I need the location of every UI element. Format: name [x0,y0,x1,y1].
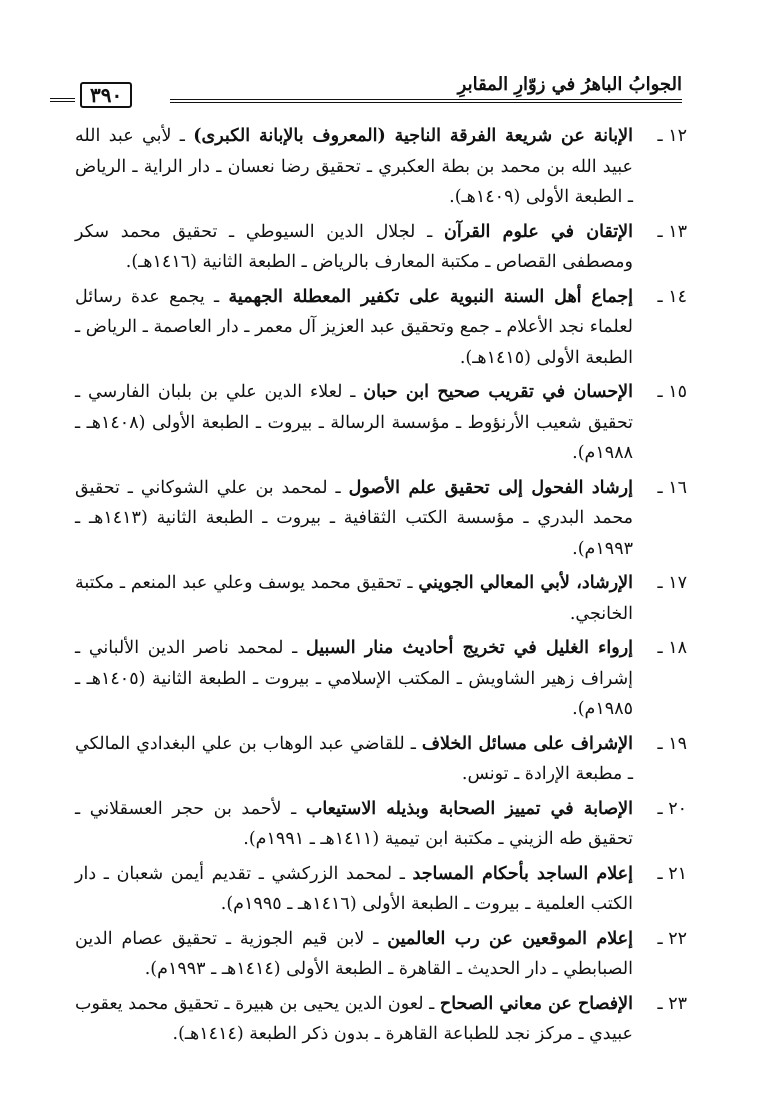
header-rule [170,99,682,103]
header-rule-left [50,98,75,102]
entry-details: ـ لأحمد بن حجر العسقلاني ـ تحقيق طه الزيني ـ مكتبة ابن تيمية (١٤١١هـ ـ ١٩٩١م). [75,798,633,849]
entry-title: الإصابة في تمييز الصحابة وبذيله الاستيعاب [305,798,633,819]
bibliography-entry [75,859,687,920]
entry-number: ١٩ ـ [657,733,687,754]
entry-title: إجماع أهل السنة النبوية على تكفير المعطلة الجهمية [228,286,633,307]
entry-number: ٢٢ ـ [657,928,687,949]
entry-details: ـ تحقيق محمد يوسف وعلي عبد المنعم ـ مكتبة الخانجي. [75,573,633,624]
entry-details: ـ للقاضي عبد الوهاب بن علي البغدادي المالكي ـ مطبعة الإرادة ـ تونس. [75,733,633,784]
bibliography-entry [75,121,687,213]
bibliography-list [75,121,687,1050]
entry-title: إعلام الساجد بأحكام المساجد [412,863,633,884]
entry-details: ـ لابن قيم الجوزية ـ تحقيق عصام الدين الصبابطي ـ دار الحديث ـ القاهرة ـ الطبعة الأولى (١٤١٤هـ ـ ١٩٩٣م). [75,928,633,979]
entry-details: ـ لمحمد ناصر الدين الألباني ـ إشراف زهير الشاويش ـ المكتب الإسلامي ـ بيروت ـ الطبعة الثانية (١٤٠٥هـ ـ ١٩٨٥م). [75,638,634,719]
page-header [70,68,682,108]
bibliography-entry [75,794,687,855]
entry-details: ـ لجلال الدين السيوطي ـ تحقيق محمد سكر ومصطفى القصاص ـ مكتبة المعارف بالرياض ـ الطبعة الثانية (١٤١٦هـ). [75,221,633,272]
bibliography-entry [75,217,687,278]
bibliography-entry [75,282,687,374]
bibliography-entry [75,377,687,469]
running-title: الجوابُ الباهرُ في زوّارِ المقابرِ [457,74,682,95]
entry-title: إرواء الغليل في تخريج أحاديث منار السبيل [306,638,634,658]
entry-title: الإرشاد، لأبي المعالي الجويني [418,573,633,593]
entry-details: ـ لمحمد الزركشي ـ تقديم أيمن شعبان ـ دار الكتب العلمية ـ بيروت ـ الطبعة الأولى (١٤١٦هـ ـ ١٩٩٥م). [75,863,633,914]
bibliography-entry [75,568,687,629]
entry-title: الإشراف على مسائل الخلاف [421,733,634,754]
entry-details: ـ يجمع عدة رسائل لعلماء نجد الأعلام ـ جمع وتحقيق عبد العزيز آل معمر ـ دار العاصمة ـ الرياض ـ الطبعة الأولى (١٤١٥هـ). [75,286,633,368]
entry-number: ١٣ ـ [657,221,687,242]
entry-details: ـ لعلاء الدين علي بن بلبان الفارسي ـ تحقيق شعيب الأرنؤوط ـ مؤسسة الرسالة ـ بيروت ـ الطبعة الأولى (١٤٠٨هـ ـ ١٩٨٨م). [75,382,633,463]
entry-number: ١٧ ـ [657,573,687,593]
page-number: ٣٩٠ [80,82,132,108]
entry-title: الإحسان في تقريب صحيح ابن حبان [363,382,634,402]
entry-title: الإفصاح عن معاني الصحاح [439,993,633,1014]
entry-title: الإتقان في علوم القرآن [443,221,634,242]
entry-number: ١٨ ـ [657,638,687,658]
entry-number: ١٤ ـ [657,286,687,307]
entry-details: ـ لمحمد بن علي الشوكاني ـ تحقيق محمد البدري ـ مؤسسة الكتب الثقافية ـ بيروت ـ الطبعة الثانية (١٤١٣هـ ـ ١٩٩٣م). [75,477,633,559]
entry-number: ١٥ ـ [657,382,687,402]
entry-title: الإبانة عن شريعة الفرقة الناجية (المعروف بالإبانة الكبرى) [193,126,634,146]
entry-title: إعلام الموقعين عن رب العالمين [387,928,633,949]
bibliography-entry [75,633,687,725]
entry-number: ٢١ ـ [657,863,687,884]
entry-details: ـ لعون الدين يحيى بن هبيرة ـ تحقيق محمد يعقوب عبيدي ـ مركز نجد للطباعة القاهرة ـ بدون ذكر الطبعة (١٤١٤هـ). [75,993,633,1044]
entry-number: ٢٠ ـ [657,798,687,819]
bibliography-entry [75,729,687,790]
entry-number: ١٢ ـ [657,126,687,146]
bibliography-entry [75,924,687,985]
entry-title: إرشاد الفحول إلى تحقيق علم الأصول [348,477,633,498]
entry-number: ١٦ ـ [657,477,687,498]
bibliography-entry [75,989,687,1050]
entry-details: ـ لأبي عبد الله عبيد الله بن محمد بن بطة العكبري ـ تحقيق رضا نعسان ـ دار الراية ـ الرياض ـ الطبعة الأولى (١٤٠٩هـ). [75,126,633,207]
entry-number: ٢٣ ـ [657,993,687,1014]
bibliography-entry [75,473,687,565]
